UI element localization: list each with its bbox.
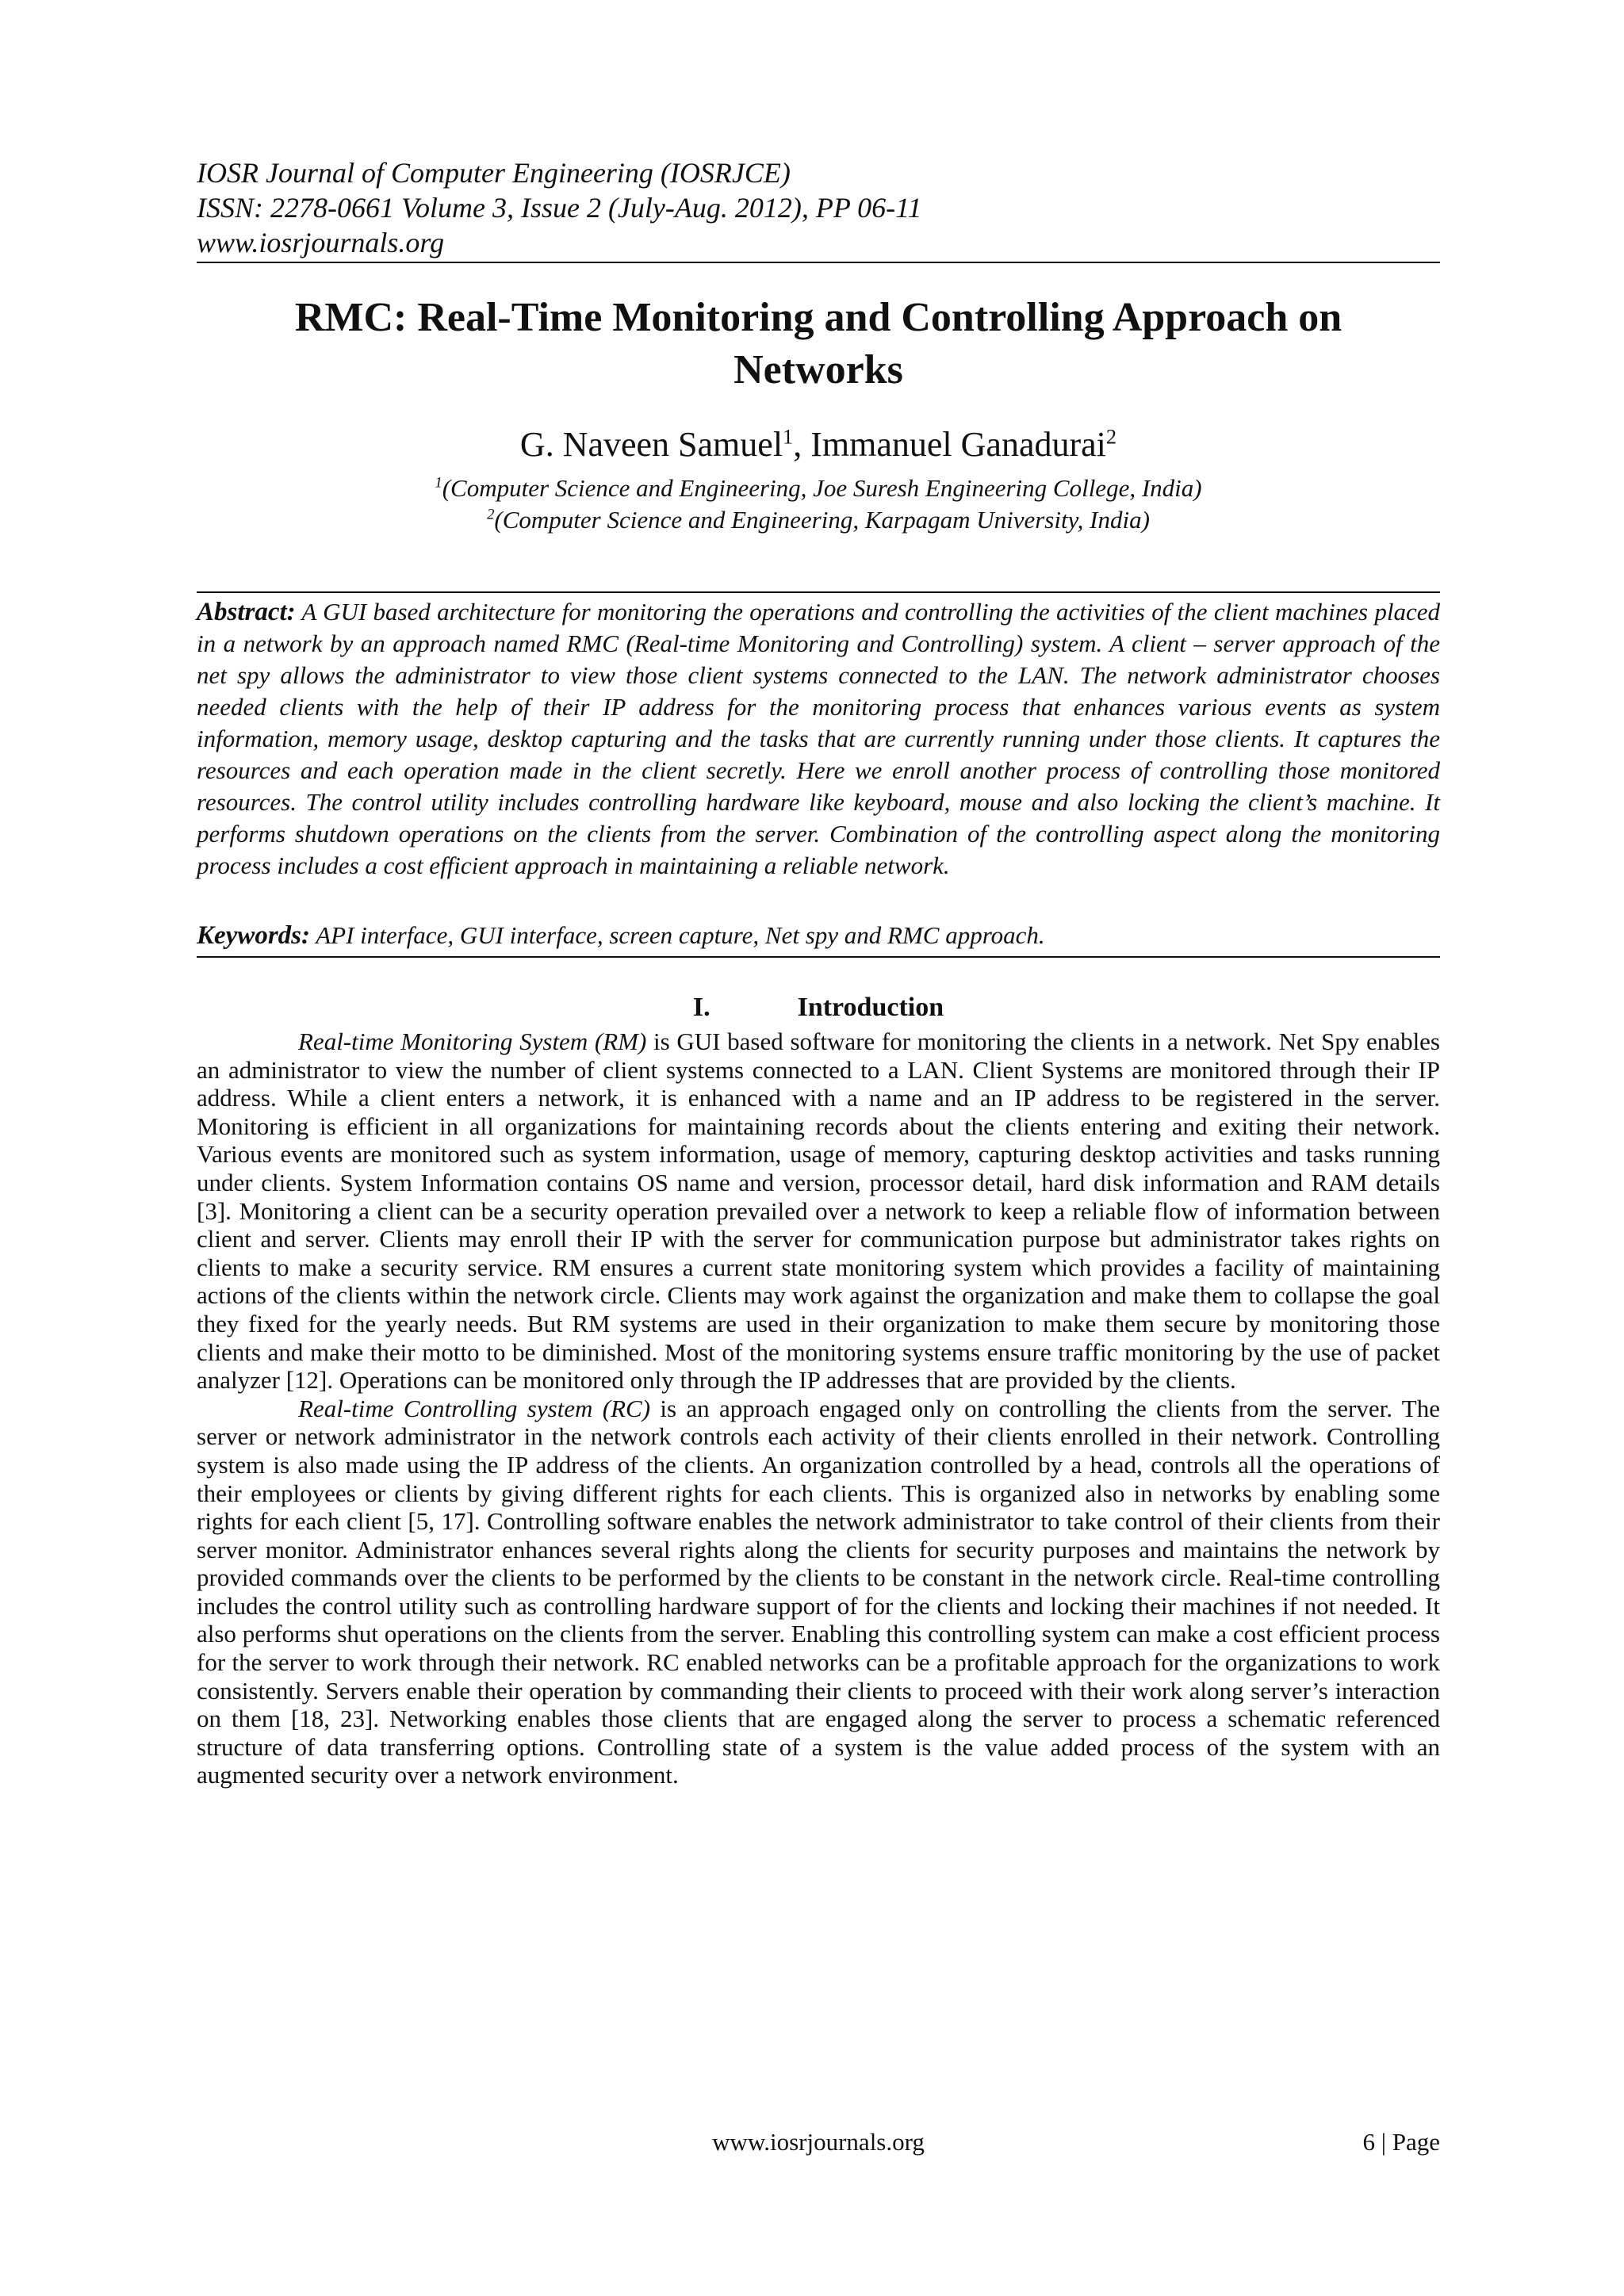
header-divider xyxy=(197,262,1440,263)
abstract-text: A GUI based architecture for monitoring the operations and controlling the activities of the client machines placed in a network by an approach named RMC (Real-time Monitoring and Controlling) system. A client – server approach of the net spy allows the administrator to view those client systems connected to the LAN. The network administrator chooses needed clients with the help of their IP address for the monitoring process that enhances various events as system information, memory usage, desktop capturing and the tasks that are currently running under those clients. It captures the resources and each operation made in the client secretly. Here we enroll another process of controlling those monitored resources. The control utility includes controlling hardware like keyboard, mouse and also locking the client’s machine. It performs shutdown operations on the clients from the server. Combination of the controlling aspect along the monitoring process includes a cost efficient approach in maintaining a reliable network. xyxy=(197,598,1440,879)
section-body xyxy=(197,1027,1440,1789)
title-line-1: RMC: Real-Time Monitoring and Controlling Approach on xyxy=(294,295,1342,340)
paragraph-2 xyxy=(197,1395,1440,1789)
author-2-superscript: 2 xyxy=(1105,424,1117,449)
page-number: 6 | Page xyxy=(1362,2128,1440,2156)
journal-issue: ISSN: 2278-0661 Volume 3, Issue 2 (July-Aug. 2012), PP 06-11 xyxy=(197,192,922,224)
author-list xyxy=(197,423,1440,466)
title-line-2: Networks xyxy=(733,347,903,392)
abstract-label: Abstract: xyxy=(197,598,296,626)
journal-name: IOSR Journal of Computer Engineering (IOSRJCE) xyxy=(197,157,791,189)
section-title: Introduction xyxy=(797,993,944,1022)
affiliation-2-text: (Computer Science and Engineering, Karpagam University, India) xyxy=(494,506,1150,534)
page-footer xyxy=(197,2125,1440,2160)
abstract-top-divider xyxy=(197,591,1440,593)
paragraph-1 xyxy=(197,1027,1440,1395)
author-1-superscript: 1 xyxy=(783,424,794,449)
paper-title xyxy=(197,292,1440,396)
journal-header xyxy=(197,155,1440,260)
footer-website: www.iosrjournals.org xyxy=(712,2128,925,2156)
paragraph-2-text: is an approach engaged only on controlling the clients from the server. The server or network administrator in the network controls each activity of their clients enrolled in their network. Controlling system is also made using the IP address of the clients. An organization controlled by a head, controls all the operations of their employees or clients by giving different rights for each clients. This is organized also in networks by enabling some rights for each client [5, 17]. Controlling software enables the network administrator to take control of their clients from their server monitor. Administrator enhances several rights along the clients for security purposes and maintains the network by provided commands over the clients to be performed by the clients to be constant in the network circle. Real-time controlling includes the control utility such as controlling hardware support of for the clients and locking their machines if not needed. It also performs shut operations on the clients from the server. Enabling this controlling system can make a cost efficient process for the server to work through their network. RC enabled networks can be a profitable approach for the organizations to work consistently. Servers enable their operation by commanding their clients to proceed with their work along server’s interaction on them [18, 23]. Networking enables those clients that are engaged along the server to process a schematic referenced structure of data transferring options. Controlling state of a system is the value added process of the system with an augmented security over a network environment. xyxy=(197,1394,1440,1789)
section-heading xyxy=(197,991,1440,1024)
journal-website: www.iosrjournals.org xyxy=(197,227,445,258)
affiliation-1-text: (Computer Science and Engineering, Joe Suresh Engineering College, India) xyxy=(442,474,1202,502)
abstract xyxy=(197,596,1440,882)
paragraph-1-lead: Real-time Monitoring System (RM) xyxy=(298,1027,647,1055)
author-separator: , xyxy=(793,425,811,464)
author-2: Immanuel Ganadurai xyxy=(810,425,1106,464)
paragraph-2-lead: Real-time Controlling system (RC) xyxy=(298,1394,651,1422)
keywords-label: Keywords: xyxy=(197,921,310,950)
author-1: G. Naveen Samuel xyxy=(519,425,783,464)
affiliation-1 xyxy=(197,473,1440,504)
section-number: I. xyxy=(692,993,710,1022)
affiliation-2 xyxy=(197,504,1440,536)
keywords-text: API interface, GUI interface, screen capture, Net spy and RMC approach. xyxy=(316,921,1045,949)
paragraph-1-text: is GUI based software for monitoring the clients in a network. Net Spy enables an administrator to view the number of client systems connected to a LAN. Client Systems are monitored through their IP address. While a client enters a network, it is enhanced with a name and an IP address to be registered in the server. Monitoring is efficient in all organizations for maintaining records about the clients entering and exiting their network. Various events are monitored such as system information, usage of memory, capturing desktop activities and tasks running under clients. System Information contains OS name and version, processor detail, hard disk information and RAM details [3]. Monitoring a client can be a security operation prevailed over a network to keep a reliable flow of information between client and server. Clients may enroll their IP with the server for communication purpose but administrator takes rights on clients to make a security service. RM ensures a current state monitoring system which provides a facility of maintaining actions of the clients within the network circle. Clients may work against the organization and make them to collapse the goal they fixed for the yearly needs. But RM systems are used in their organization to make them secure by monitoring those clients and make their motto to be diminished. Most of the monitoring systems ensure traffic monitoring by the use of packet analyzer [12]. Operations can be monitored only through the IP addresses that are provided by the clients. xyxy=(197,1027,1440,1395)
abstract-bottom-divider xyxy=(197,956,1440,958)
affiliation-2-superscript: 2 xyxy=(487,506,495,523)
affiliation-1-superscript: 1 xyxy=(435,474,442,492)
keywords xyxy=(197,920,1440,951)
